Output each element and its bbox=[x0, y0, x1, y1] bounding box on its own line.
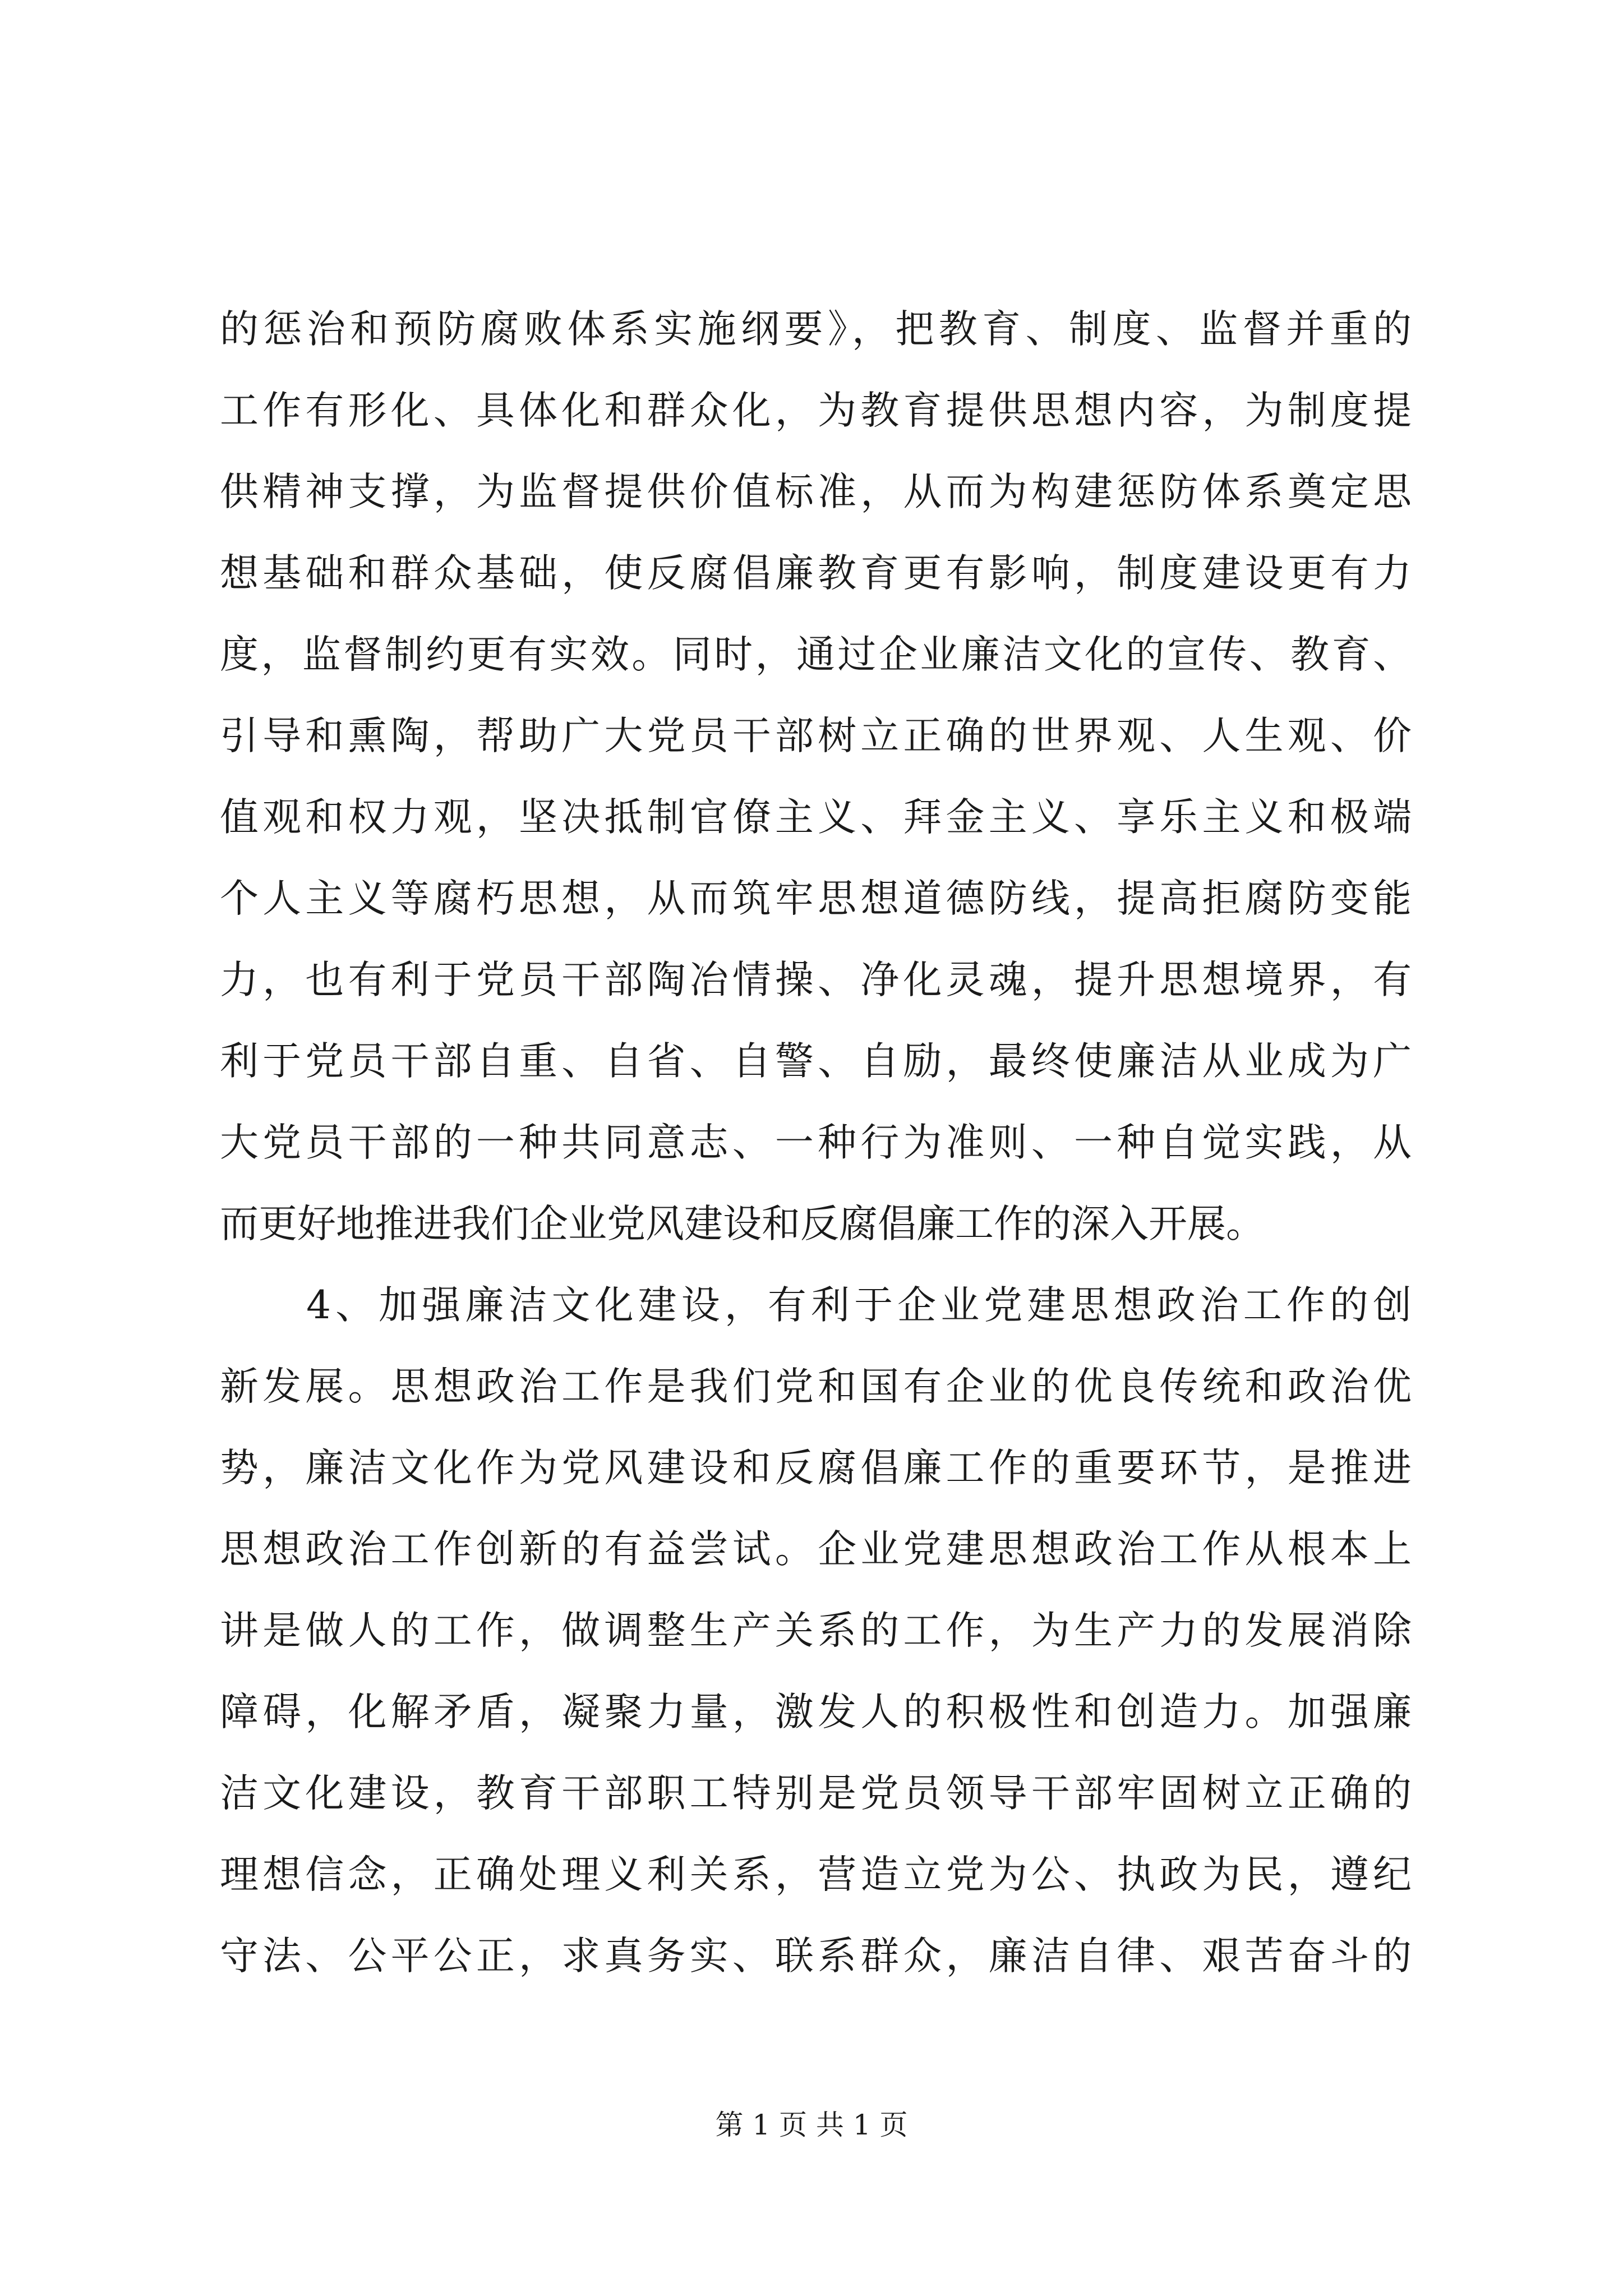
text-line: 供精神支撑，为监督提供价值标准，从而为构建惩防体系奠定思 bbox=[220, 470, 1412, 514]
body-text bbox=[220, 289, 1412, 1997]
text-line: 4、加强廉洁文化建设，有利于企业党建思想政治工作的创 bbox=[220, 1283, 1412, 1328]
text-line: 守法、公平公正，求真务实、联系群众，廉洁自律、艰苦奋斗的 bbox=[220, 1934, 1412, 1978]
text-line: 引导和熏陶，帮助广大党员干部树立正确的世界观、人生观、价 bbox=[220, 714, 1412, 758]
text-line: 洁文化建设，教育干部职工特别是党员领导干部牢固树立正确的 bbox=[220, 1771, 1412, 1816]
text-line: 工作有形化、具体化和群众化，为教育提供思想内容，为制度提 bbox=[220, 388, 1412, 433]
text-line: 障碍，化解矛盾，凝聚力量，激发人的积极性和创造力。加强廉 bbox=[220, 1690, 1412, 1734]
text-line: 新发展。思想政治工作是我们党和国有企业的优良传统和政治优 bbox=[220, 1364, 1412, 1409]
text-line: 个人主义等腐朽思想，从而筑牢思想道德防线，提高拒腐防变能 bbox=[220, 876, 1412, 921]
text-line: 大党员干部的一种共同意志、一种行为准则、一种自觉实践，从 bbox=[220, 1120, 1412, 1165]
page-footer: 第 1 页 共 1 页 bbox=[715, 2109, 908, 2141]
text-line: 讲是做人的工作，做调整生产关系的工作，为生产力的发展消除 bbox=[220, 1608, 1412, 1653]
text-line: 想基础和群众基础，使反腐倡廉教育更有影响，制度建设更有力 bbox=[220, 551, 1412, 596]
text-line: 力，也有利于党员干部陶冶情操、净化灵魂，提升思想境界，有 bbox=[220, 958, 1412, 1002]
text-line: 度，监督制约更有实效。同时，通过企业廉洁文化的宣传、教育、 bbox=[220, 632, 1412, 677]
text-line: 理想信念，正确处理义利关系，营造立党为公、执政为民，遵纪 bbox=[220, 1852, 1412, 1897]
text-line: 值观和权力观，坚决抵制官僚主义、拜金主义、享乐主义和极端 bbox=[220, 795, 1412, 840]
text-line: 势，廉洁文化作为党风建设和反腐倡廉工作的重要环节，是推进 bbox=[220, 1446, 1412, 1490]
text-line: 利于党员干部自重、自省、自警、自励，最终使廉洁从业成为广 bbox=[220, 1039, 1412, 1084]
text-line: 思想政治工作创新的有益尝试。企业党建思想政治工作从根本上 bbox=[220, 1527, 1412, 1572]
text-line: 的惩治和预防腐败体系实施纲要》，把教育、制度、监督并重的 bbox=[220, 307, 1412, 352]
paragraph-end-line: 而更好地推进我们企业党风建设和反腐倡廉工作的深入开展。 bbox=[220, 1202, 1265, 1246]
